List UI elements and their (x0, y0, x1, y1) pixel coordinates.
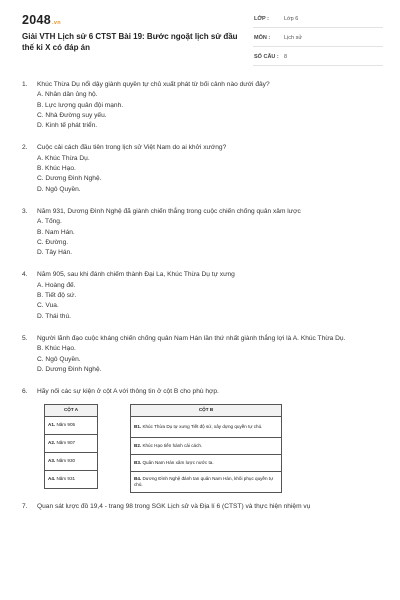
column-b-header: CỘT B (131, 405, 282, 416)
column-a-cell[interactable] (45, 452, 98, 470)
answer-option[interactable]: C. Đường. (37, 238, 69, 246)
column-a-header: CỘT A (45, 405, 98, 416)
question-number: 4. (22, 271, 28, 279)
answer-option[interactable]: C. Nhà Đường suy yếu. (37, 111, 107, 119)
answer-option[interactable]: C. Dương Đình Nghệ. (37, 175, 102, 183)
column-b-cell[interactable] (131, 416, 282, 437)
question-1 (22, 80, 382, 131)
question-5 (22, 334, 382, 375)
question-6 (22, 387, 382, 490)
question-text: Khúc Thừa Dụ nổi dậy giành quyền tự chủ xuất phát từ bối cảnh nào dưới đây? (37, 81, 270, 88)
question-3 (22, 207, 382, 258)
answer-option[interactable]: A. Nhân dân ủng hộ. (37, 91, 98, 99)
logo-suffix: .vn (52, 20, 61, 26)
question-text: Hãy nối các sự kiện ở cột A với thông tin ở cột B cho phù hợp. (37, 388, 219, 396)
answer-option[interactable]: A. Khúc Thừa Dụ. (37, 154, 90, 162)
answer-option[interactable]: B. Tiết độ sứ. (37, 292, 77, 300)
answer-option[interactable]: D. Tây Hán. (37, 249, 73, 257)
meta-label: SỐ CÂU : (254, 54, 279, 60)
question-number: 5. (22, 334, 28, 342)
site-logo[interactable] (22, 13, 61, 27)
cell-text: Quân Nam Hán xâm lược nước ta. (142, 459, 214, 465)
cell-key: B2. (134, 442, 142, 448)
meta-panel (253, 11, 383, 68)
question-number: 6. (22, 388, 28, 396)
matching-tables (37, 404, 382, 490)
logo-text: 2048 (22, 13, 52, 27)
page-title: Giải VTH Lịch sử 6 CTST Bài 19: Bước ngoặt lịch sử đầu thế kỉ X có đáp án (22, 32, 238, 52)
answer-option[interactable]: B. Khúc Hạo. (37, 165, 76, 173)
cell-text: Năm 930 (56, 458, 76, 464)
question-number: 2. (22, 144, 28, 152)
cell-key: A1. (48, 422, 56, 428)
question-text: Quan sát lược đồ 19,4 - trang 98 trong SGK Lịch sử và Địa lí 6 (CTST) và thực hiện nhiệm vụ (37, 503, 311, 511)
page-header (0, 0, 400, 70)
cell-key: B1. (134, 423, 142, 429)
answer-option[interactable]: A. Tống. (37, 218, 62, 226)
question-number: 7. (22, 503, 28, 511)
meta-value: Lịch sử (284, 35, 303, 41)
question-text: Năm 905, sau khi đánh chiếm thành Đại La, Khúc Thừa Dụ tự xưng (37, 271, 235, 279)
answer-option[interactable]: A. Hoàng đế. (37, 281, 76, 289)
meta-value: Lớp 6 (284, 16, 299, 22)
cell-key: A4. (48, 476, 56, 482)
answer-option[interactable]: B. Khúc Hạo. (37, 345, 76, 353)
meta-row-class (253, 11, 383, 28)
column-b-cell[interactable] (131, 471, 282, 492)
cell-key: B4. (134, 475, 142, 481)
cell-text: Dương Đình Nghệ đánh tan quân Nam Hán, khôi phục quyền tự chủ. (134, 475, 274, 487)
meta-label: MÔN : (254, 35, 271, 41)
meta-label: LỚP : (254, 16, 269, 22)
cell-key: A2. (48, 440, 56, 446)
question-2 (22, 143, 382, 194)
cell-text: Khúc Thừa Dụ tự xưng Tiết độ sứ, xây dựng quyền tự chủ. (142, 423, 263, 429)
question-number: 3. (22, 207, 28, 215)
answer-option[interactable]: D. Dương Đình Nghệ. (37, 365, 102, 373)
answer-option[interactable]: D. Ngô Quyền. (37, 185, 81, 193)
column-a-cell[interactable] (45, 416, 98, 434)
cell-text: Năm 905 (56, 422, 76, 428)
cell-key: A3. (48, 458, 56, 464)
meta-row-count (253, 49, 383, 66)
meta-value: 8 (284, 54, 288, 60)
column-b-cell[interactable] (131, 437, 282, 454)
cell-text: Năm 907 (56, 440, 76, 446)
column-a-table (44, 404, 98, 488)
cell-text: Khúc Hạo tiến hành cải cách. (142, 442, 203, 448)
answer-option[interactable]: C. Vua. (37, 302, 59, 310)
cell-text: Năm 931 (56, 476, 76, 482)
question-list (22, 80, 382, 525)
answer-option[interactable]: B. Lực lượng quân đội mạnh. (37, 101, 124, 109)
answer-option[interactable]: B. Nam Hán. (37, 228, 75, 236)
question-7 (22, 502, 382, 512)
column-a-cell[interactable] (45, 434, 98, 452)
question-number: 1. (22, 81, 28, 88)
question-text: Cuộc cải cách đầu tiên trong lịch sử Việt Nam do ai khởi xướng? (37, 144, 227, 152)
cell-key: B3. (134, 459, 142, 465)
answer-option[interactable]: D. Kinh tế phát triển. (37, 122, 98, 130)
column-b-table (130, 404, 282, 492)
meta-row-subject (253, 30, 383, 47)
answer-option[interactable]: C. Ngô Quyền. (37, 355, 81, 363)
column-a-cell[interactable] (45, 470, 98, 488)
answer-option[interactable]: D. Thái thú. (37, 312, 71, 320)
column-b-cell[interactable] (131, 454, 282, 471)
question-4 (22, 270, 382, 321)
question-text: Năm 931, Dương Đình Nghệ đã giành chiến thắng trong cuộc chiến chống quân xâm lược (37, 207, 301, 215)
question-text: Người lãnh đạo cuộc kháng chiến chống quân Nam Hán lần thứ nhất giành thắng lợi là A. Khúc Thừa Dụ. (37, 334, 346, 342)
